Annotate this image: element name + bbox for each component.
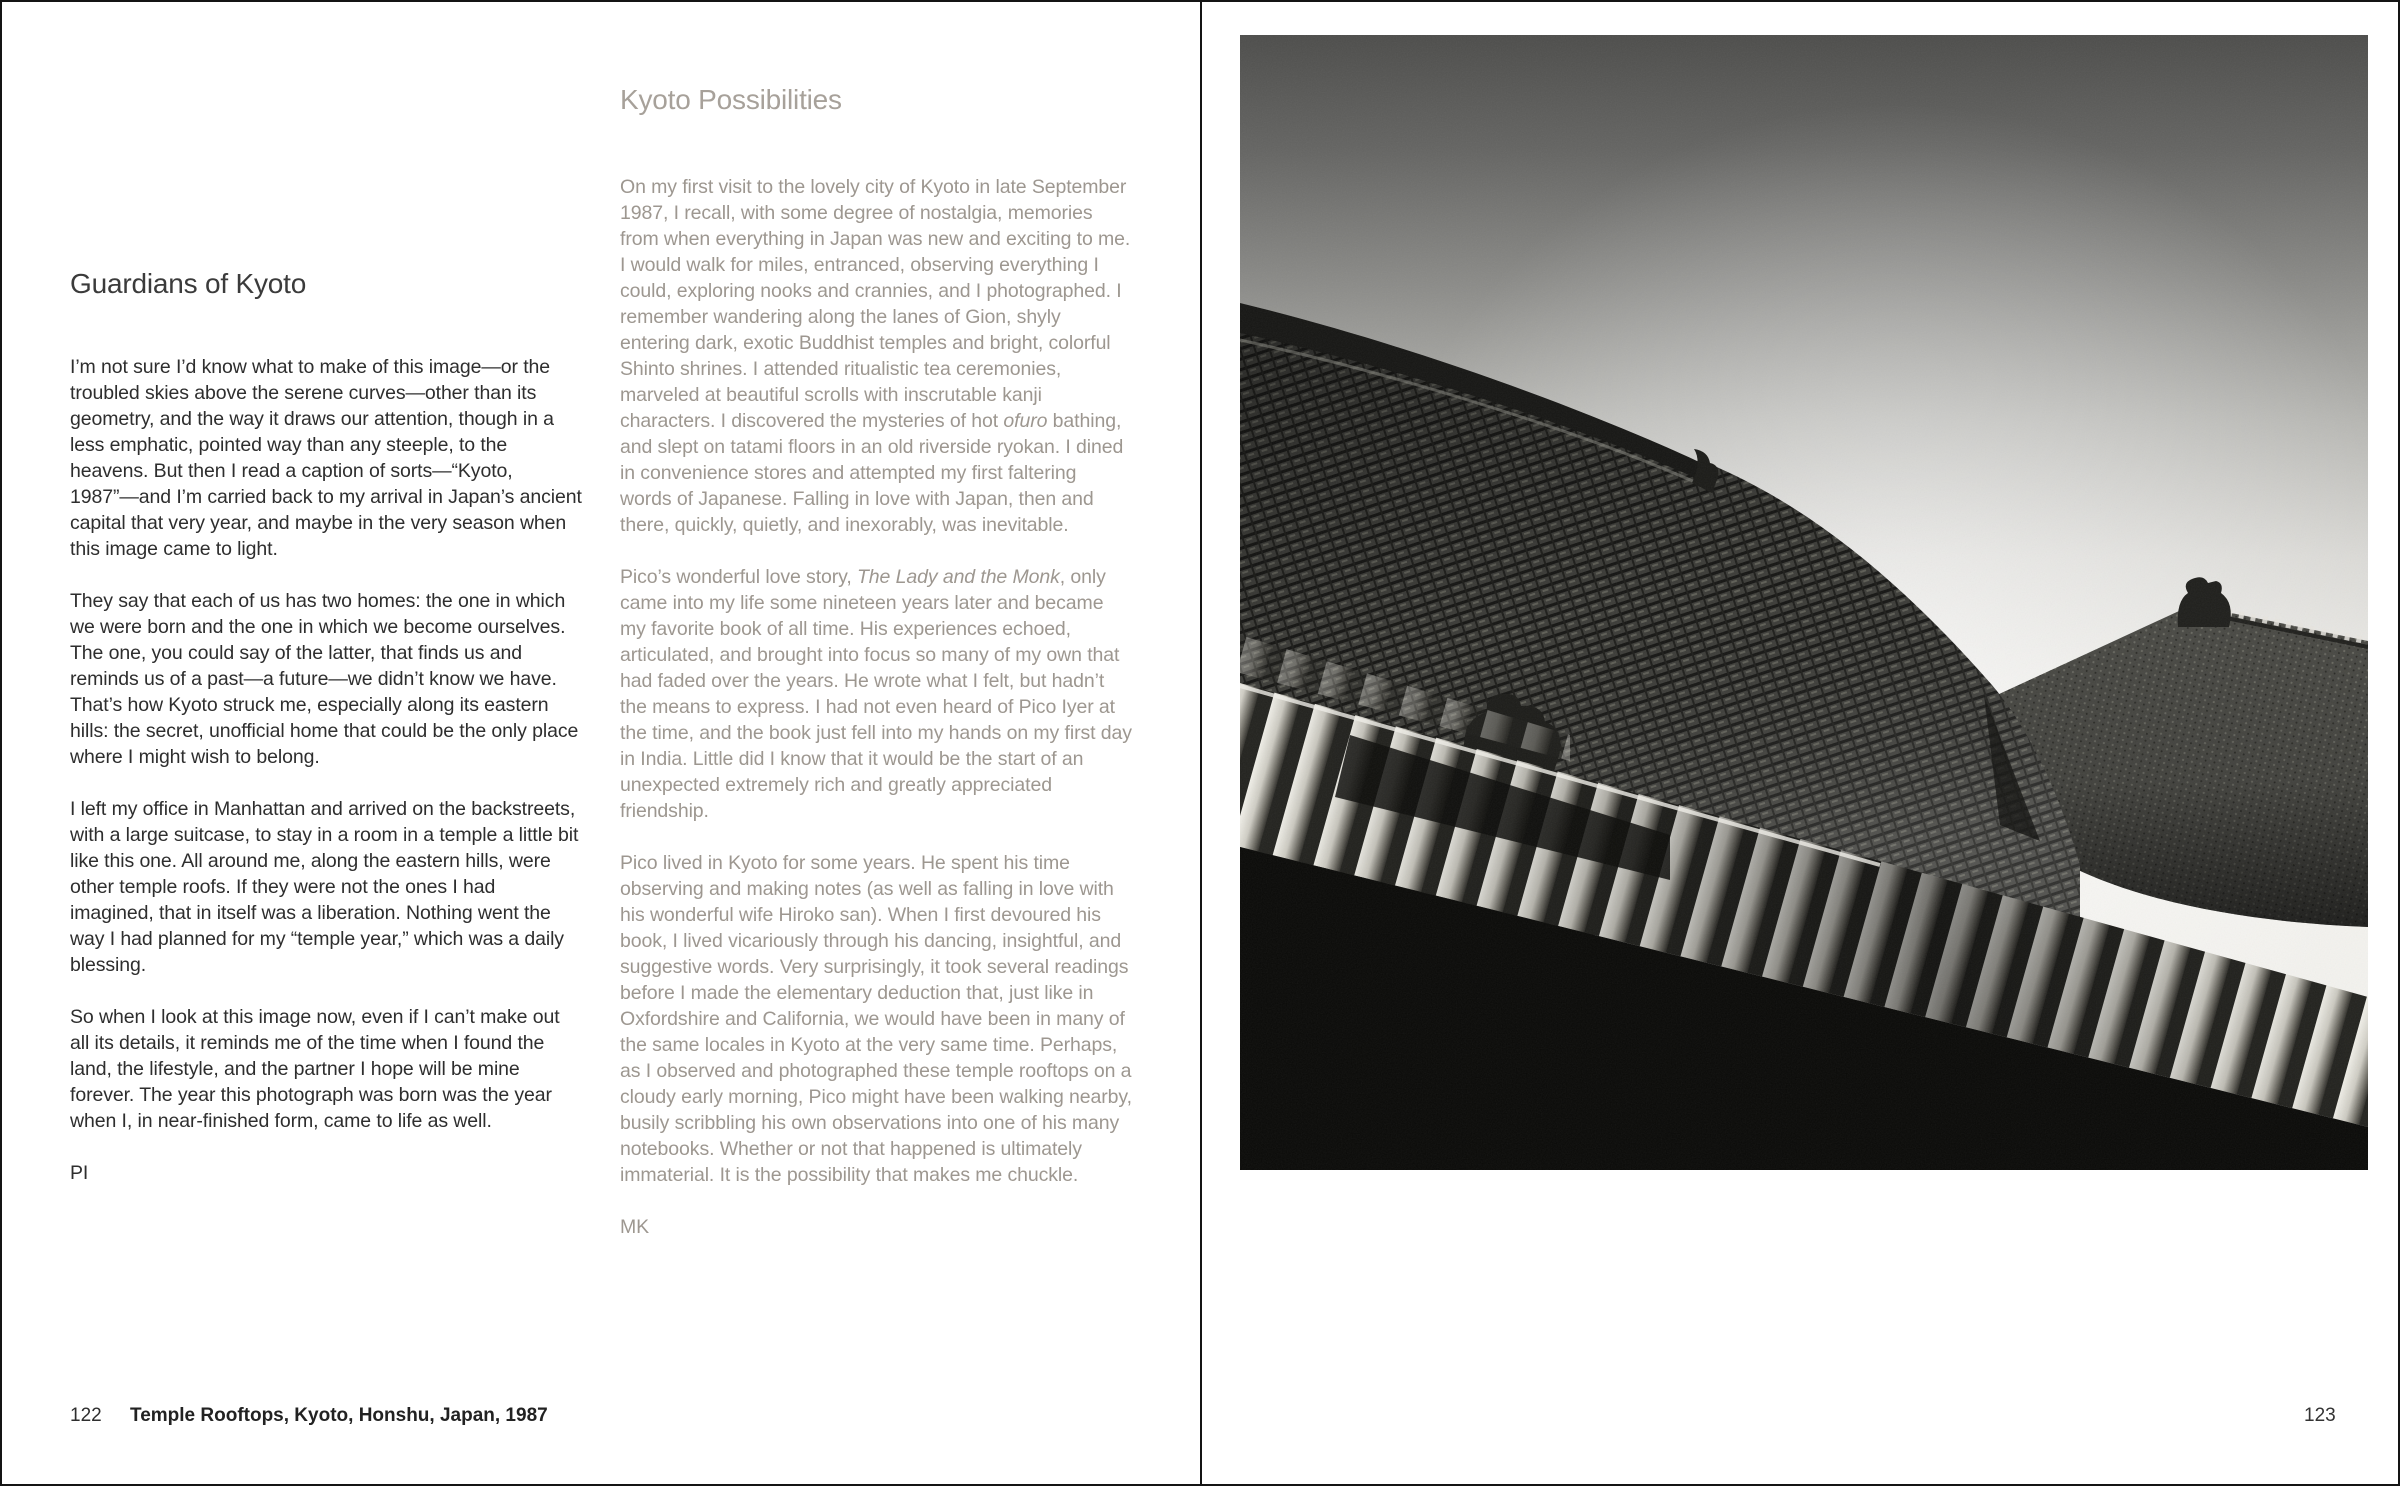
paragraph: They say that each of us has two homes: the one in which we were born and the one in which we become ourselves. The one, you could say of the latter, that finds us and reminds us of a past—a future—we didn’t know we have. That’s how Kyoto struck me, especially along its eastern hills: the secret, unofficial home that could be the only place where I might wish to belong. <box>70 590 579 768</box>
page-number-right: 123 <box>2304 1405 2336 1426</box>
paragraph: I left my office in Manhattan and arrived on the backstreets, with a large suitcase, to stay in a room in a temple a little bit like this one. All around me, along the eastern hills, were other temple roofs. If they were not the ones I had imagined, that in itself was a liberation. Nothing went the way I had planned for my “temple year,” which was a daily blessing. <box>70 798 579 976</box>
essay-body-middle <box>620 174 1132 1266</box>
page-number-left: 122 <box>70 1405 102 1426</box>
essay-signature: PI <box>70 1162 89 1184</box>
paragraph: Pico lived in Kyoto for some years. He spent his time observing and making notes (as well as falling in love with his wonderful wife Hiroko san). When I first devoured his book, I lived vicariously through his dancing, insightful, and suggestive words. Very surprisingly, it took several readings before I made the elementary deduction that, just like in Oxfordshire and California, we would have been in many of the same locales in Kyoto at the very same time. Perhaps, as I observed and photographed these temple rooftops on a cloudy early morning, Pico might have been walking nearby, busily scribbling his own observations into one of his many notebooks. Whether or not that happened is ultimately immaterial. It is the possibility that makes me chuckle. <box>620 852 1132 1186</box>
page-gutter-divider <box>1200 2 1202 1486</box>
second-essay-title: Kyoto Possibilities <box>620 84 842 115</box>
paragraph: On my first visit to the lovely city of Kyoto in late September 1987, I recall, with some degree of nostalgia, memories from when everything in Japan was new and exciting to me. I would walk for miles, entranced, observing everything I could, exploring nooks and crannies, and I photographed. I remember wandering along the lanes of Gion, shyly entering dark, exotic Buddhist temples and bright, colorful Shinto shrines. I attended ritualistic tea ceremonies, marveled at beautiful scrolls with inscrutable kanji characters. I discovered the mysteries of hot ofuro bathing, and slept on tatami floors in an old riverside ryokan. I dined in convenience stores and attempted my first faltering words of Japanese. Falling in love with Japan, then and there, quickly, quietly, and inexorably, was inevitable. <box>620 176 1131 536</box>
paragraph: So when I look at this image now, even if I can’t make out all its details, it reminds me of the time when I found the land, the lifestyle, and the partner I hope will be mine forever. The year this photograph was born was the year when I, in near-finished form, came to life as well. <box>70 1006 560 1132</box>
paragraph: I’m not sure I’d know what to make of this image—or the troubled skies above the serene curves—other than its geometry, and the way it draws our attention, though in a less emphatic, pointed way than any steeple, to the heavens. But then I read a caption of sorts—“Kyoto, 1987”—and I’m carried back to my arrival in Japan’s ancient capital that very year, and maybe in the very season when this image came to light. <box>70 356 582 560</box>
paragraph: Pico’s wonderful love story, The Lady and the Monk, only came into my life some nineteen years later and became my favorite book of all time. His experiences echoed, articulated, and brought into focus so many of my own that had faded over the years. He wrote what I felt, but hadn’t the means to express. I had not even heard of Pico Iyer at the time, and the book just fell into my hands on my first day in India. Little did I know that it would be the start of an unexpected extremely rich and greatly appreciated friendship. <box>620 566 1132 822</box>
page-title: Guardians of Kyoto <box>70 268 307 299</box>
essay-body-left <box>70 354 584 1212</box>
photo-caption: Temple Rooftops, Kyoto, Honshu, Japan, 1987 <box>130 1405 548 1426</box>
photo-film-grain <box>1240 35 2368 1170</box>
temple-rooftops-photograph <box>1240 35 2368 1170</box>
essay-signature: MK <box>620 1216 650 1238</box>
photo-illustration <box>1240 35 2368 1170</box>
